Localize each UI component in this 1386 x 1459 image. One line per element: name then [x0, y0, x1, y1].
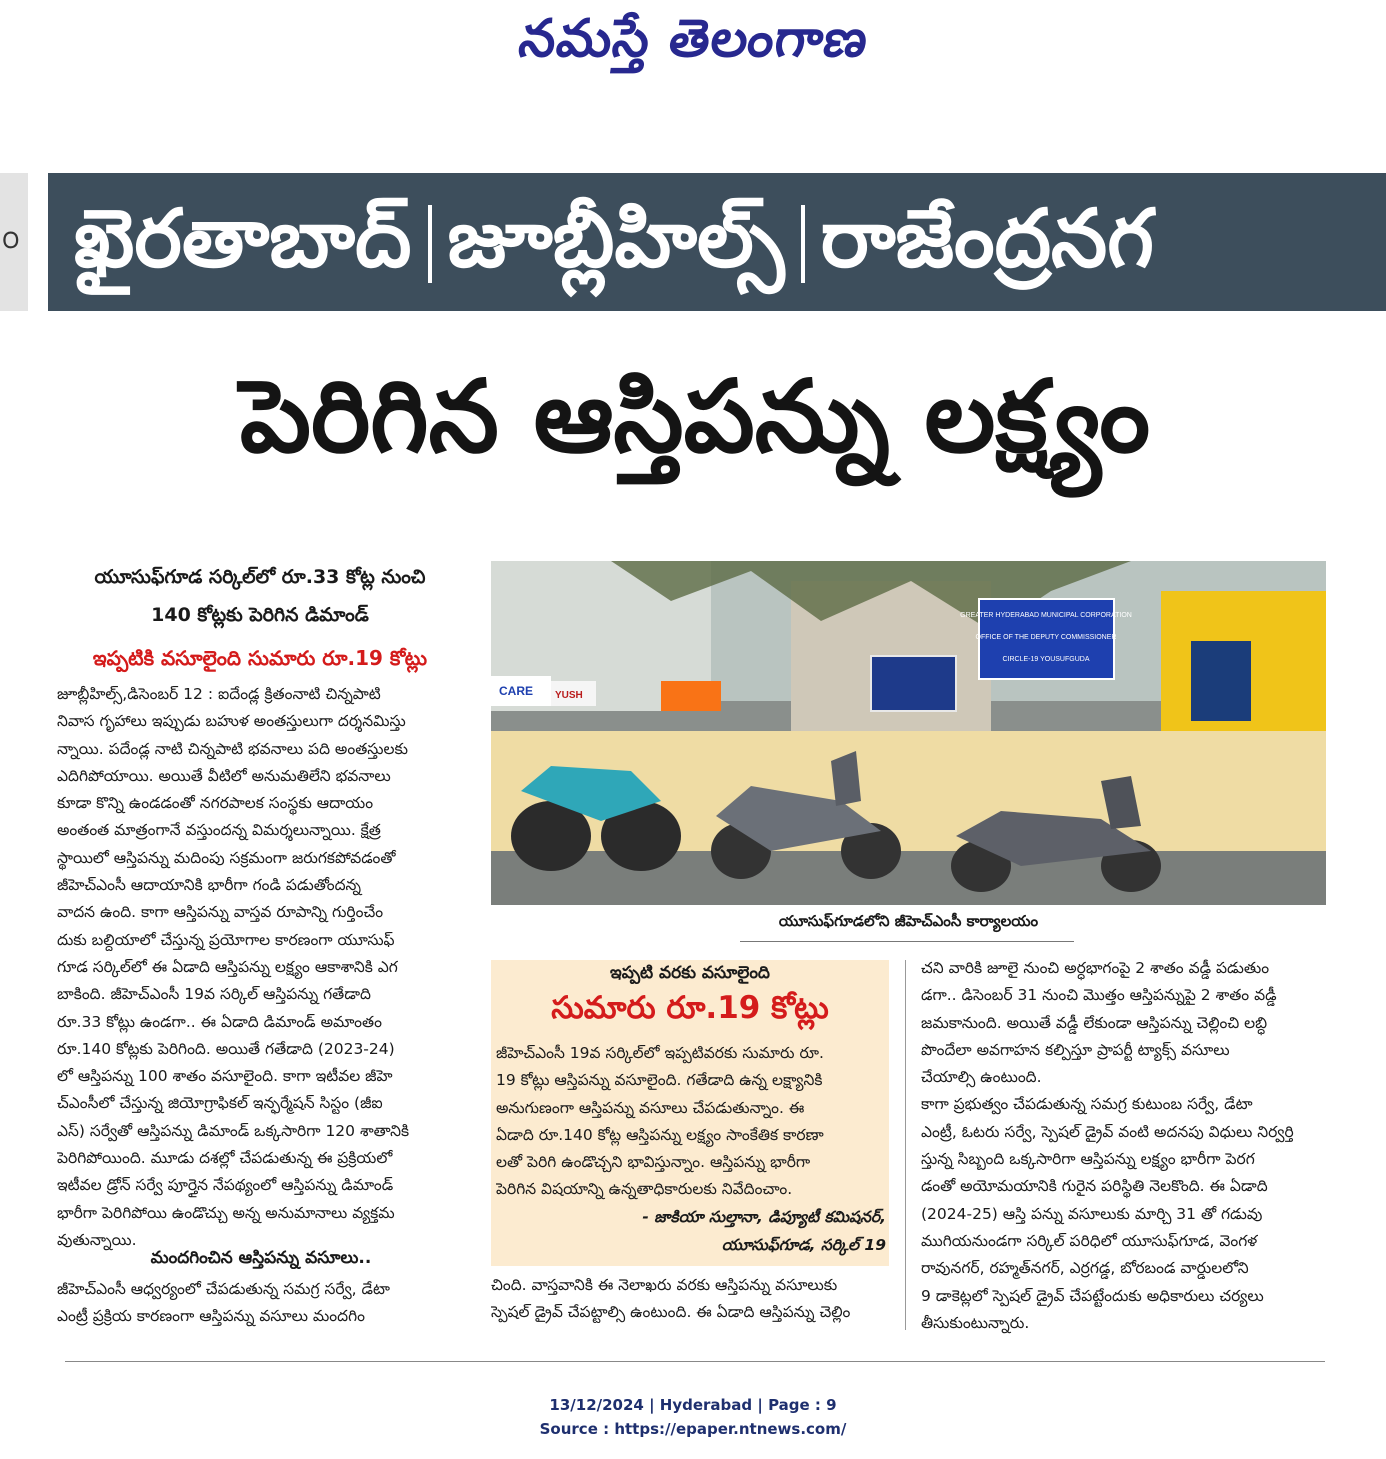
right-column-body	[921, 955, 1326, 1337]
body-line: బాకింది. జీహెచ్‌ఎంసీ 19వ సర్కిల్ ఆస్తిపన్ను గతేడాది	[57, 985, 371, 1004]
body-line: జమకానుంది. అయితే వడ్డీ లేకుండా ఆస్తిపన్ను చెల్లించి లబ్ధి	[921, 1013, 1268, 1032]
shop-sign-2: YUSH	[555, 690, 583, 701]
strip-separator	[428, 205, 432, 283]
caption-divider	[740, 941, 1074, 942]
body-line: దుకు బల్దియాలో చేస్తున్న ప్రయోగాల కారణంగా యూసుఫ్	[57, 930, 395, 949]
strip-area-khairatabad: ఖైరతాబాద్	[74, 192, 412, 285]
highlight-line: అనుగుణంగా ఆస్తిపన్ను వసూలు చేపడుతున్నాం. ఈ	[496, 1098, 805, 1117]
article-subhead-1: యూసుఫ్‌గూడ సర్కిల్‌లో రూ.33 కోట్ల నుంచి	[94, 566, 426, 588]
strip-separator	[801, 205, 805, 283]
highlight-title-2: సుమారు రూ.19 కోట్లు	[551, 990, 829, 1026]
body-line: జూబ్లీహిల్స్,డిసెంబర్ 12 : ఐదేండ్ల క్రితంనాటి చిన్నపాటి	[57, 685, 381, 703]
body-line: ముగియనుండగా సర్కిల్ పరిధిలో యూసుఫ్‌గూడ, వెంగళ	[921, 1231, 1258, 1250]
body-line: కాగా ప్రభుత్వం చేపడుతున్న సమగ్ర కుటుంబ సర్వే, డేటా	[921, 1095, 1253, 1114]
strip-area-rajendranagar: రాజేంద్రనగ	[820, 192, 1154, 285]
left-column-body-2	[57, 1276, 465, 1331]
signboard-line-1: GREATER HYDERABAD MUNICIPAL CORPORATION	[960, 612, 1132, 619]
body-line: డగా.. డిసెంబర్ 31 నుంచి మొత్తం ఆస్తిపన్నుపై 2 శాతం వడ్డీ	[921, 986, 1277, 1005]
section-subhead: మందగించిన ఆస్తిపన్ను వసూలు..	[150, 1248, 372, 1268]
body-line: స్పెషల్ డ్రైవ్ చేపట్టాల్సి ఉంటుంది. ఈ ఏడాది ఆస్తిపన్ను చెల్లిం	[491, 1303, 851, 1322]
highlight-line: పెరిగిన విషయాన్ని ఉన్నతాధికారులకు నివేదించాం.	[496, 1180, 793, 1199]
middle-column-body	[491, 1272, 891, 1327]
body-line: డంతో అయోమయానికి గురైన పరిస్థితి నెలకొంది. ఈ ఏడాది	[921, 1177, 1268, 1196]
body-line: స్తున్న సిబ్బంది ఒక్కసారిగా ఆస్తిపన్ను లక్ష్యం భారీగా పెరగ	[921, 1150, 1255, 1169]
body-line: చేయాల్సి ఉంటుంది.	[921, 1068, 1042, 1087]
body-line: అంతంత మాత్రంగానే వస్తుందన్న విమర్శలున్నాయి. క్షేత్ర	[57, 821, 381, 840]
page-strip-edge	[0, 173, 28, 311]
highlight-body	[496, 1040, 886, 1204]
body-line: ఎస్) సర్వేతో ఆస్తిపన్ను డిమాండ్ ఒక్కసారిగా 120 శాతానికి	[57, 1121, 410, 1140]
strip-areas	[74, 189, 1154, 289]
body-line: (2024-25) ఆస్తి పన్ను వసూలుకు మార్చి 31 తో గడువు	[921, 1204, 1263, 1223]
body-line: చ్‌ఎంసీలో చేస్తున్న జియోగ్రాఫికల్ ఇన్ఫర్మేషన్ సిస్టం (జీఐ	[57, 1094, 383, 1113]
photo-illustration	[491, 561, 1326, 905]
photo-caption: యూసుఫ్‌గూడలోని జీహెచ్‌ఎంసీ కార్యాలయం	[778, 912, 1039, 930]
body-line: ఎంట్రీ ప్రక్రియ కారణంగా ఆస్తిపన్ను వసూలు మందగిం	[57, 1307, 365, 1326]
column-divider	[905, 960, 906, 1330]
left-column-body	[57, 681, 465, 1254]
body-line: స్థాయిలో ఆస్తిపన్ను మదింపు సక్రమంగా జరుగకపోవడంతో	[57, 848, 396, 867]
highlight-line: ఏడాది రూ.140 కోట్ల ఆస్తిపన్ను లక్ష్యం సాంకేతిక కారణా	[496, 1125, 824, 1144]
article-headline: పెరిగిన ఆస్తిపన్ను లక్ష్యం	[239, 358, 1151, 475]
body-line: చింది. వాస్తవానికి ఈ నెలాఖరు వరకు ఆస్తిపన్ను వసూలుకు	[491, 1276, 838, 1294]
body-line: భారీగా పెరిగిపోయి ఉండొచ్చు అన్న అనుమానాలు వ్యక్తమ	[57, 1203, 395, 1222]
strip-area-jubileehills: జూబ్లీహిల్స్	[447, 192, 785, 285]
body-line: నివాస గృహాలు ఇప్పుడు బహుళ అంతస్తులుగా దర్శనమిస్తు	[57, 712, 406, 731]
highlight-line: జీహెచ్‌ఎంసీ 19వ సర్కిల్‌లో ఇప్పటివరకు సుమారు రూ.	[496, 1044, 824, 1062]
article-subhead-2: 140 కోట్లకు పెరిగిన డిమాండ్	[151, 604, 369, 626]
body-line: రూ.140 కోట్లకు పెరిగింది. అయితే గతేడాది (2023-24)	[57, 1039, 395, 1058]
highlight-line: లతో పెరిగి ఉండొచ్చని భావిస్తున్నాం. ఆస్తిపన్ను భారీగా	[496, 1153, 811, 1172]
body-line: రూ.33 కోట్లు ఉండగా.. ఈ ఏడాది డిమాండ్ అమాంతం	[57, 1012, 382, 1031]
body-line: ఎదిగిపోయాయి. అయితే వీటిలో అనుమతిలేని భవనాలు	[57, 766, 391, 785]
highlight-attribution-1: - జాకియా సుల్తానా, డిప్యూటీ కమిషనర్,	[642, 1208, 886, 1226]
body-line: జీహెచ్‌ఎంసీ ఆధ్వర్యంలో చేపడుతున్న సమగ్ర సర్వే, డేటా	[57, 1280, 390, 1298]
highlight-line: 19 కోట్లు ఆస్తిపన్ను వసూలైంది. గతేడాది ఉన్న లక్ష్యానికి	[496, 1071, 823, 1090]
body-line: గూడ సర్కిల్‌లో ఈ ఏడాది ఆస్తిపన్ను లక్ష్యం ఆకాశానికి ఎగ	[57, 957, 398, 976]
body-line: న్నాయి. పదేండ్ల నాటి చిన్నపాటి భవనాలు పది అంతస్తులకు	[57, 739, 408, 758]
masthead-logo: నమస్తే తెలంగాణ	[515, 8, 873, 69]
footer-source-link[interactable]: Source : https://epaper.ntnews.com/	[539, 1420, 847, 1438]
body-line: రావునగర్, రహ్మత్‌నగర్, ఎర్రగడ్డ, బోరబండ వార్డులలోని	[921, 1259, 1249, 1278]
body-line: పొందేలా అవగాహన కల్పిస్తూ ప్రాపర్టీ ట్యాక్స్ వసూలు	[921, 1040, 1230, 1059]
photo-ghmc-office	[491, 561, 1326, 905]
body-line: కూడా కొన్ని ఉండడంతో నగరపాలక సంస్థకు ఆదాయం	[57, 794, 374, 813]
signboard-line-2: OFFICE OF THE DEPUTY COMMISSIONER	[975, 634, 1117, 641]
bottom-divider	[65, 1361, 1325, 1362]
body-line: పెరిగిపోయింది. మూడు దశల్లో చేపడుతున్న ఈ ప్రక్రియలో	[57, 1149, 393, 1168]
body-line: ఎంట్రీ, ఓటరు సర్వే, స్పెషల్ డ్రైవ్ వంటి అదనపు విధులు నిర్వర్తి	[921, 1122, 1294, 1141]
body-line: వుతున్నాయి.	[57, 1230, 137, 1249]
body-line: చని వారికి జూలై నుంచి అర్ధభాగంపై 2 శాతం వడ్డీ పడుతుం	[921, 959, 1270, 977]
page-strip	[48, 173, 1386, 311]
shop-sign: CARE	[499, 684, 534, 698]
body-line: లో ఆస్తిపన్ను 100 శాతం వసూలైంది. కాగా ఇటీవల జీహె	[57, 1067, 393, 1086]
body-line: తీసుకుంటున్నారు.	[921, 1313, 1030, 1332]
footer-date-line: 13/12/2024 | Hyderabad | Page : 9	[549, 1396, 837, 1414]
body-line: వాదన ఉంది. కాగా ఆస్తిపన్ను వాస్తవ రూపాన్ని గుర్తించేం	[57, 903, 384, 922]
body-line: జీహెచ్‌ఎంసీ ఆదాయానికి భారీగా గండి పడుతోందన్న	[57, 876, 361, 895]
highlight-attribution-2: యూసుఫ్‌గూడ, సర్కిల్ 19	[721, 1236, 886, 1254]
body-line: ఇటీవల డ్రోన్ సర్వే పూర్తైన నేపథ్యంలో ఆస్తిపన్ను డిమాండ్	[57, 1176, 394, 1195]
body-line: 9 డాకెట్లలో స్పెషల్ డ్రైవ్ చేపట్టేందుకు అధికారులు చర్యలు	[921, 1286, 1264, 1305]
highlight-title-1: ఇప్పటి వరకు వసూలైంది	[610, 963, 770, 983]
strip-edge-glyph: ౦	[2, 225, 20, 255]
article-red-subhead: ఇప్పటికి వసూలైంది సుమారు రూ.19 కోట్లు	[92, 646, 428, 670]
signboard-line-3: CIRCLE-19 YOUSUFGUDA	[1002, 656, 1090, 663]
